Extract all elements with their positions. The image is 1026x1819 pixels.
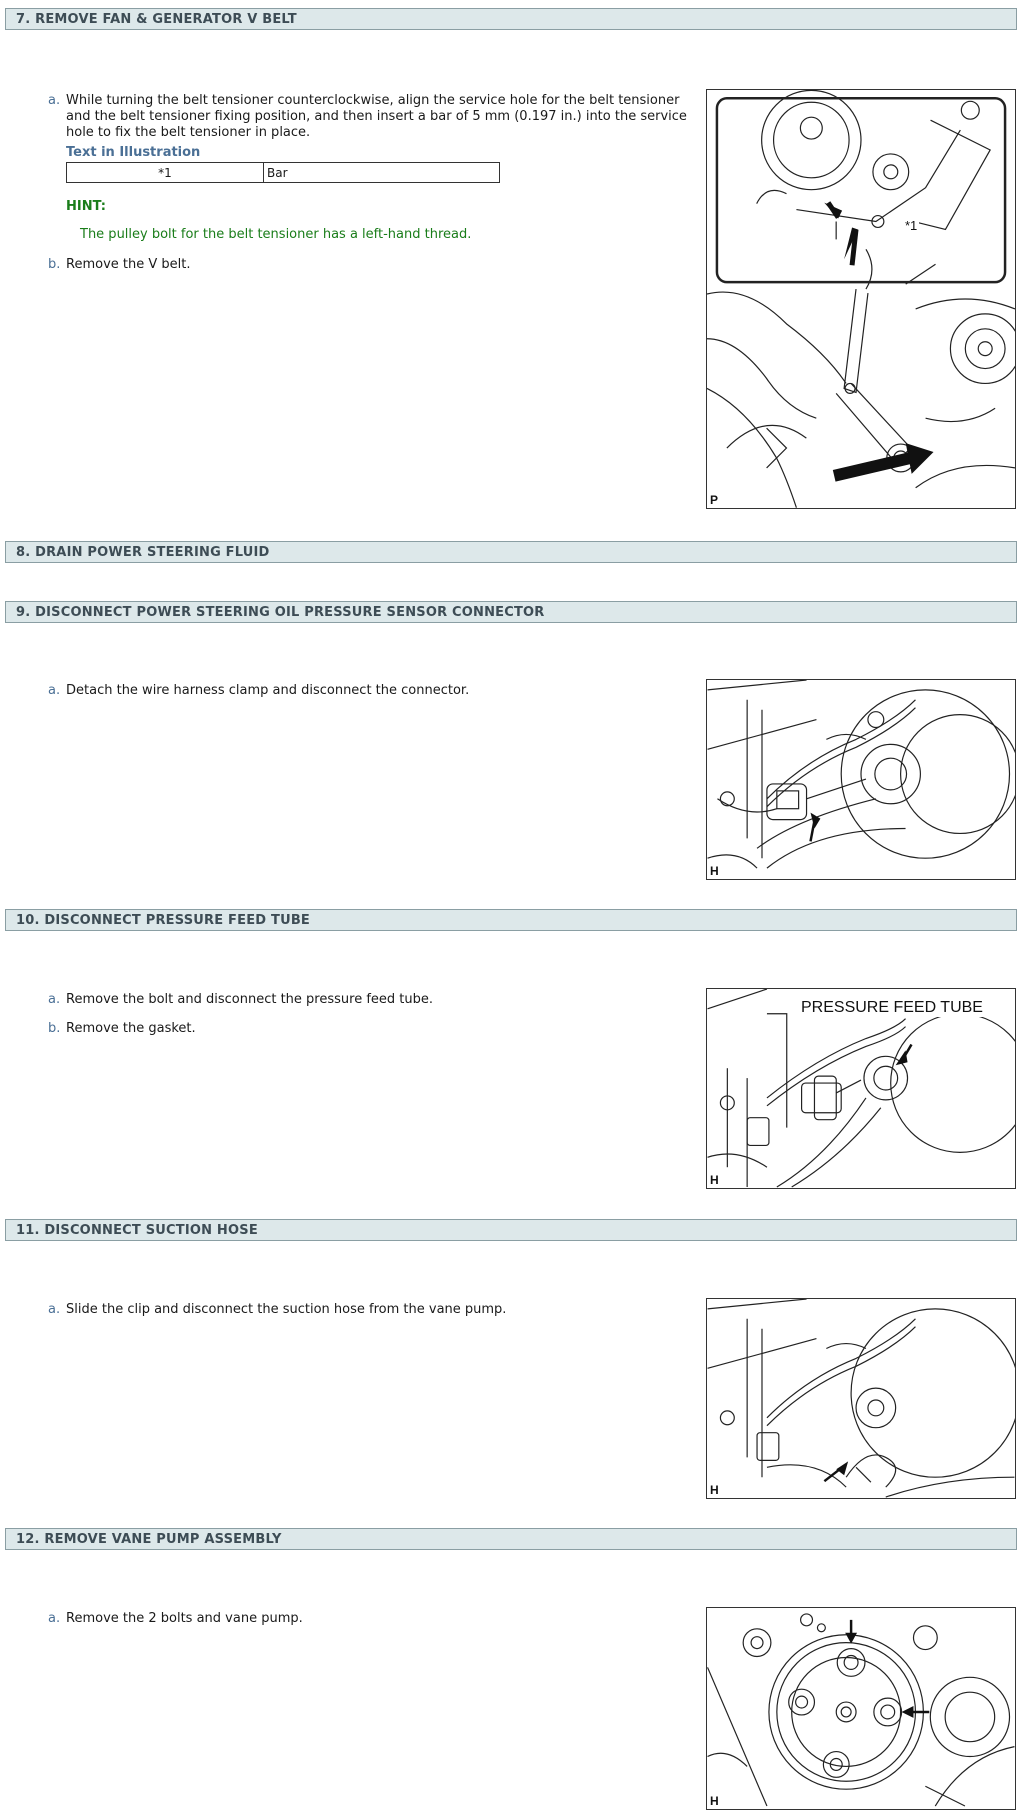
section-11-header: 11. DISCONNECT SUCTION HOSE xyxy=(5,1219,1017,1241)
hint-label: HINT: xyxy=(66,199,106,214)
step-text: Remove the V belt. xyxy=(66,257,191,272)
step-text: Remove the gasket. xyxy=(66,1021,196,1036)
section-11-step-a xyxy=(48,1302,688,1318)
section-9-header: 9. DISCONNECT POWER STEERING OIL PRESSURE SENSOR CONNECTOR xyxy=(5,601,1017,623)
section-10-header: 10. DISCONNECT PRESSURE FEED TUBE xyxy=(5,909,1017,931)
step-letter: a. xyxy=(48,683,61,698)
pressure-feed-tube-label: PRESSURE FEED TUBE xyxy=(801,999,983,1016)
belt-tensioner-drawing xyxy=(707,90,1015,508)
figure-code: H xyxy=(710,1794,719,1808)
figure-code: H xyxy=(710,1173,719,1187)
pressure-feed-tube-drawing xyxy=(707,989,1015,1188)
step-letter: a. xyxy=(48,992,61,1007)
suction-hose-drawing xyxy=(707,1299,1015,1498)
section-8-header: 8. DRAIN POWER STEERING FLUID xyxy=(5,541,1017,563)
step-letter: a. xyxy=(48,1611,61,1626)
vane-pump-illustration xyxy=(706,1607,1016,1810)
legend-row xyxy=(67,163,500,183)
step-letter: a. xyxy=(48,1302,61,1317)
figure-code: P xyxy=(710,493,719,507)
section-9-step-a xyxy=(48,683,688,699)
illustration-legend-table xyxy=(66,162,500,183)
sensor-connector-illustration xyxy=(706,679,1016,880)
legend-value: Bar xyxy=(264,163,500,183)
belt-tensioner-illustration xyxy=(706,89,1016,509)
figure-code: H xyxy=(710,1483,719,1497)
sensor-connector-drawing xyxy=(707,680,1015,879)
figure-callout-bar: *1 xyxy=(905,218,918,233)
section-12-header: 12. REMOVE VANE PUMP ASSEMBLY xyxy=(5,1528,1017,1550)
vane-pump-drawing xyxy=(707,1608,1015,1809)
illustration-text-title: Text in Illustration xyxy=(66,145,201,160)
step-text: Remove the 2 bolts and vane pump. xyxy=(66,1611,303,1626)
step-text: While turning the belt tensioner counterclockwise, align the service hole for the belt tensioner and the belt tensioner fixing position, and then insert a bar of 5 mm (0.197 in.) into the service hole to fix the belt tensioner in place. xyxy=(66,93,687,140)
pressure-feed-tube-illustration xyxy=(706,988,1016,1189)
hint-text: The pulley bolt for the belt tensioner has a left-hand thread. xyxy=(80,227,472,242)
suction-hose-illustration xyxy=(706,1298,1016,1499)
section-10-step-b xyxy=(48,1021,688,1037)
section-7-step-a xyxy=(48,93,688,141)
legend-key: *1 xyxy=(67,163,264,183)
step-text: Detach the wire harness clamp and disconnect the connector. xyxy=(66,683,470,698)
step-letter: a. xyxy=(48,93,61,108)
section-12-step-a xyxy=(48,1611,688,1627)
step-text: Remove the bolt and disconnect the pressure feed tube. xyxy=(66,992,434,1007)
figure-code: H xyxy=(710,864,719,878)
section-7-header: 7. REMOVE FAN & GENERATOR V BELT xyxy=(5,8,1017,30)
step-letter: b. xyxy=(48,1021,61,1036)
section-10-step-a xyxy=(48,992,688,1008)
step-letter: b. xyxy=(48,257,61,272)
section-7-step-b xyxy=(48,257,688,273)
step-text: Slide the clip and disconnect the suction hose from the vane pump. xyxy=(66,1302,507,1317)
